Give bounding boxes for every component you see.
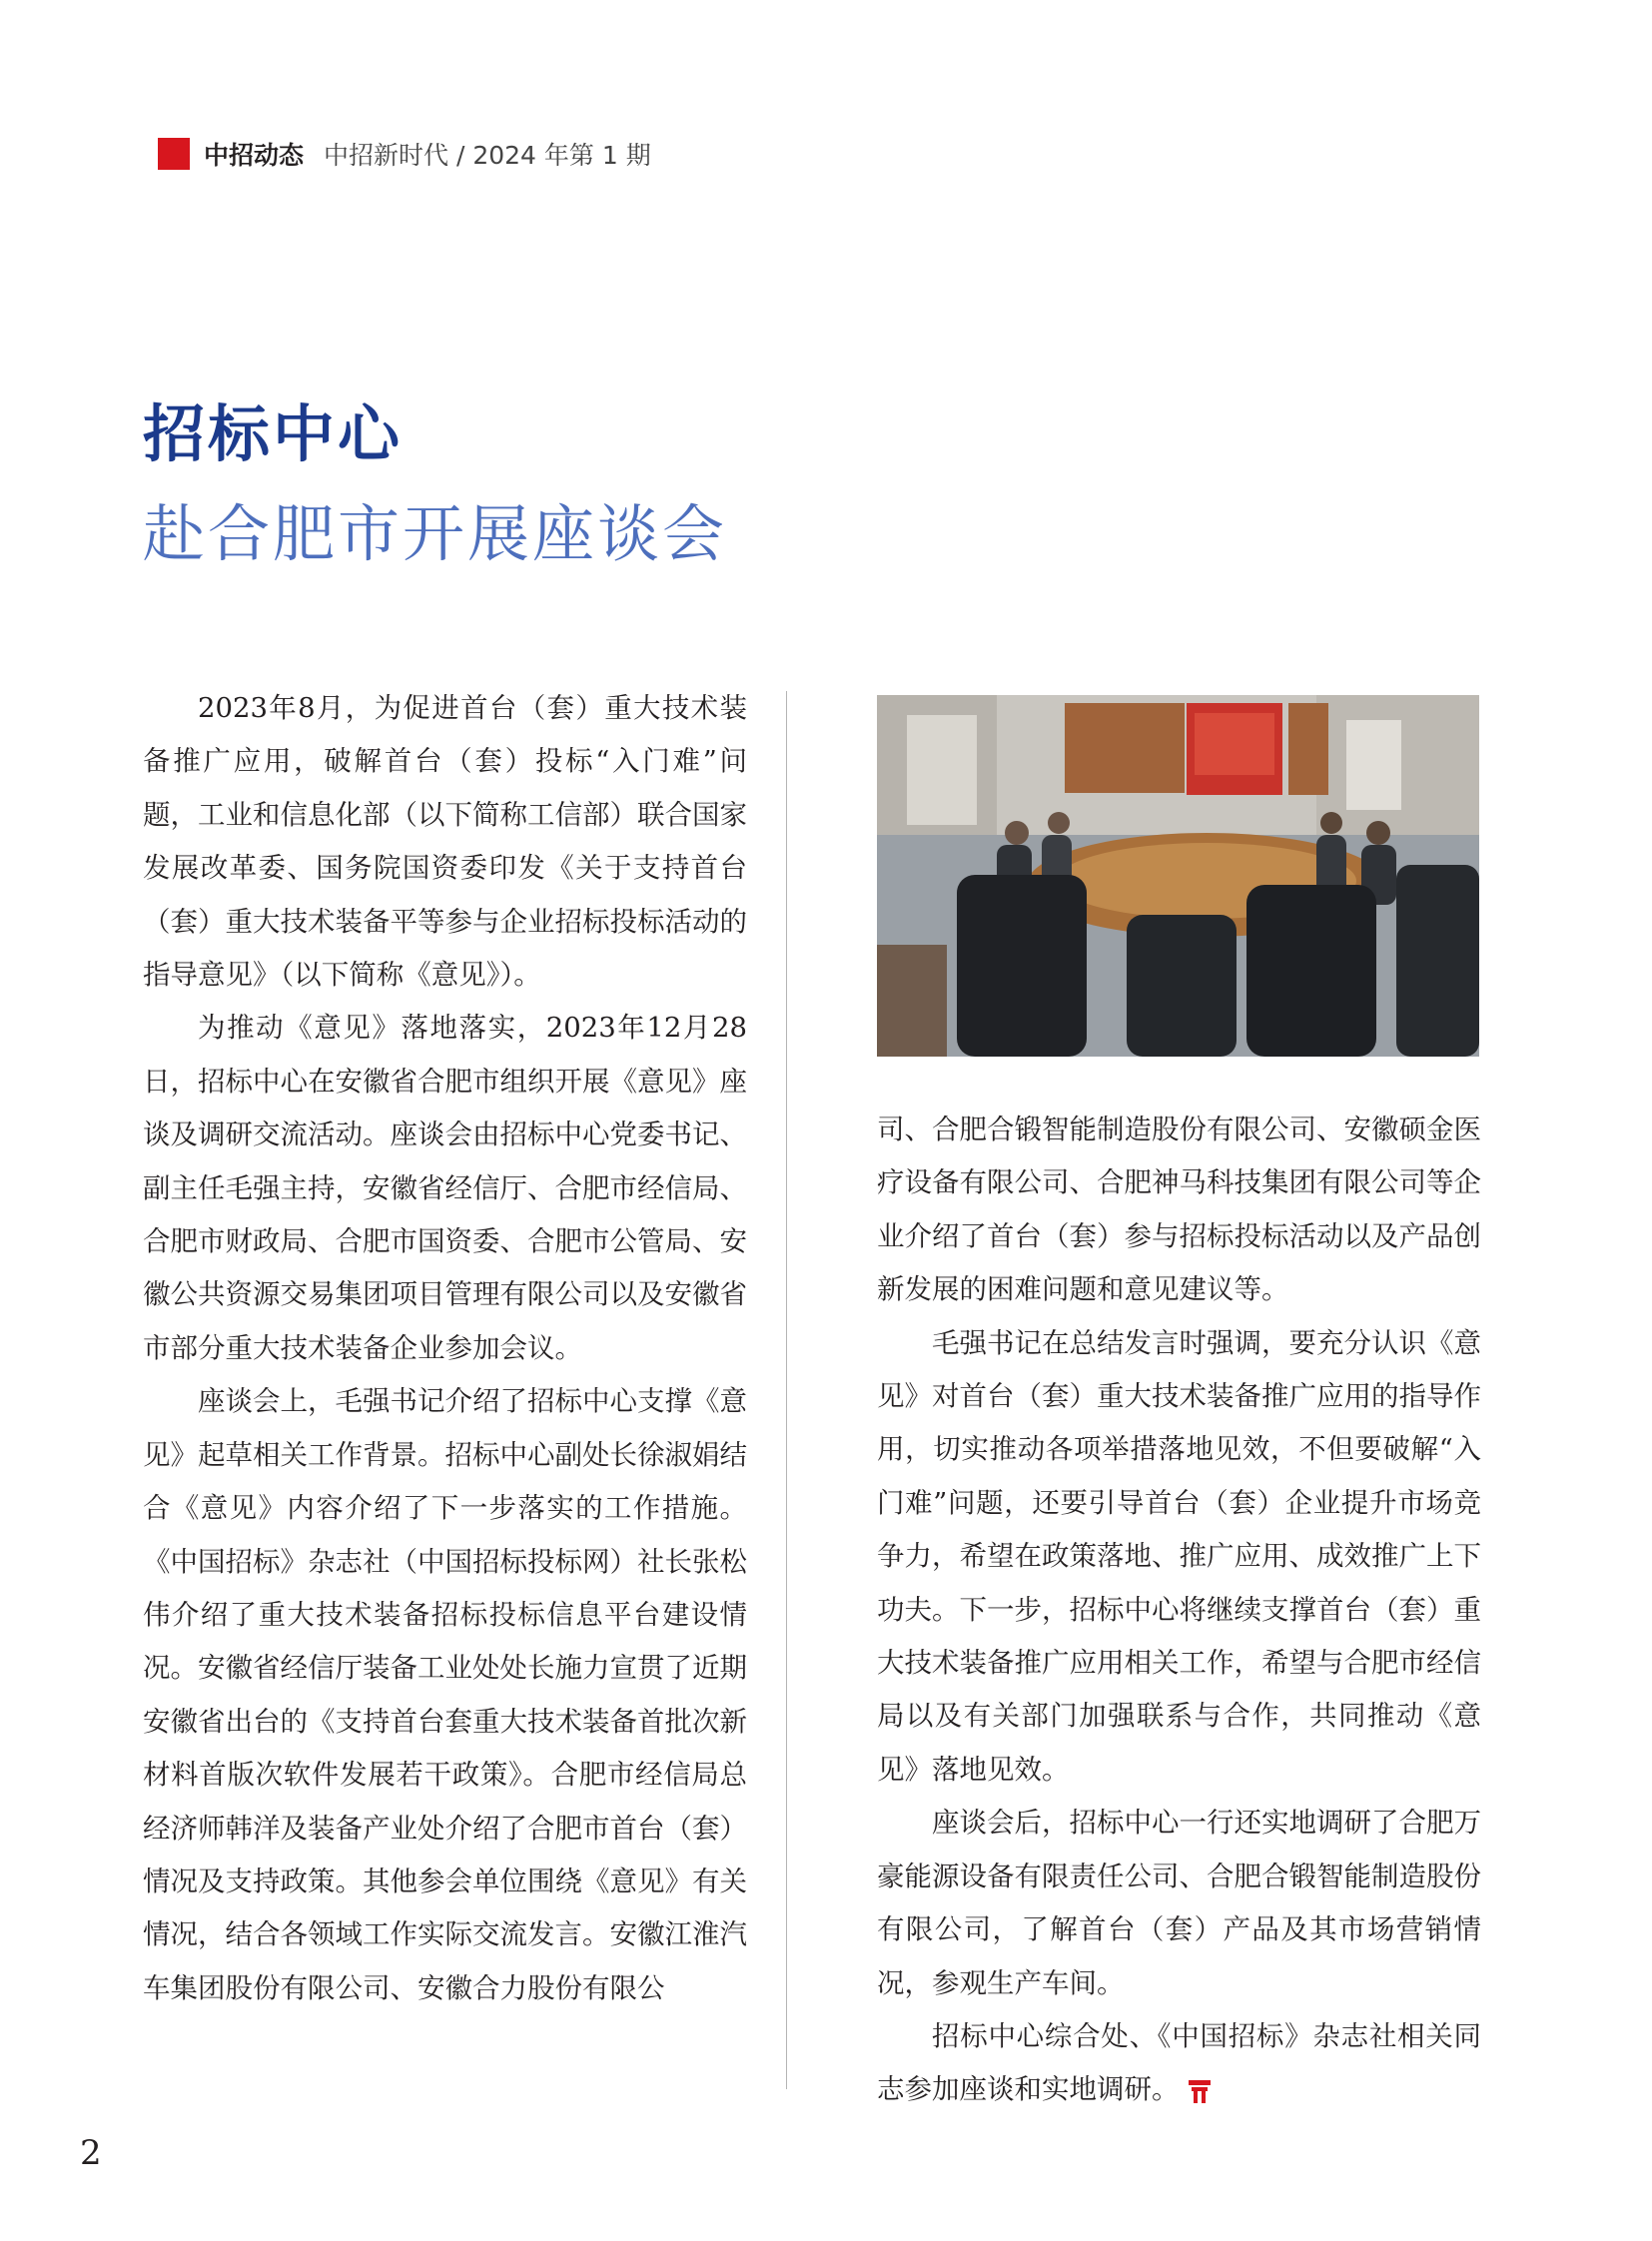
paragraph: 为推动《意见》落地落实，2023年12月28日，招标中心在安徽省合肥市组织开展《意见》座谈及调研交流活动。座谈会由招标中心党委书记、副主任毛强主持，安徽省经信厅、合肥市经信局、合肥市财政局、合肥市国资委、合肥市公管局、安徽公共资源交易集团项目管理有限公司以及安徽省市部分重大技术装备企业参加会议。 <box>143 1012 747 1364</box>
article-subtitle: 赴合肥市开展座谈会 <box>143 497 728 570</box>
end-logo-icon <box>1186 2077 1214 2105</box>
paragraph: 2023年8月，为促进首台（套）重大技术装备推广应用，破解首台（套）投标“入门难”问题，工业和信息化部（以下简称工信部）联合国家发展改革委、国务院国资委印发《关于支持首台（套）重大技术装备平等参与企业招标投标活动的指导意见》（以下简称《意见》）。 <box>143 692 747 992</box>
section-marker-block <box>158 138 190 170</box>
paragraph: 座谈会后，招标中心一行还实地调研了合肥万豪能源设备有限责任公司、合肥合锻智能制造股份有限公司，了解首台（套）产品及其市场营销情况，参观生产车间。 <box>877 1807 1481 1999</box>
left-column <box>143 682 747 2015</box>
article-title: 招标中心 <box>143 397 404 470</box>
issue-info: 中招新时代 / 2024 年第 1 期 <box>324 141 651 170</box>
page-header <box>158 137 651 171</box>
column-divider <box>786 691 787 2089</box>
right-column <box>877 1104 1481 2117</box>
paragraph-continuation: 司、合肥合锻智能制造股份有限公司、安徽硕金医疗设备有限公司、合肥神马科技集团有限公司等企业介绍了首台（套）参与招标投标活动以及产品创新发展的困难问题和意见建议等。 <box>877 1114 1481 1306</box>
paragraph-text: 招标中心综合处、《中国招标》杂志社相关同志参加座谈和实地调研。 <box>877 2019 1481 2106</box>
paragraph: 座谈会上，毛强书记介绍了招标中心支撑《意见》起草相关工作背景。招标中心副处长徐淑娟结合《意见》内容介绍了下一步落实的工作措施。《中国招标》杂志社（中国招标投标网）社长张松伟介绍了重大技术装备招标投标信息平台建设情况。安徽省经信厅装备工业处处长施力宣贯了近期安徽省出台的《支持首台套重大技术装备首批次新材料首版次软件发展若干政策》。合肥市经信局总经济师韩洋及装备产业处介绍了合肥市首台（套）情况及支持政策。其他参会单位围绕《意见》有关情况，结合各领域工作实际交流发言。安徽江淮汽车集团股份有限公司、安徽合力股份有限公 <box>143 1385 747 2004</box>
paragraph: 毛强书记在总结发言时强调，要充分认识《意见》对首台（套）重大技术装备推广应用的指导作用，切实推动各项举措落地见效，不但要破解“入门难”问题，还要引导首台（套）企业提升市场竞争力，希望在政策落地、推广应用、成效推广上下功夫。下一步，招标中心将继续支撑首台（套）重大技术装备推广应用相关工作，希望与合肥市经信局以及有关部门加强联系与合作，共同推动《意见》落地见效。 <box>877 1326 1481 1786</box>
paragraph-last <box>877 2010 1481 2117</box>
meeting-photo <box>877 695 1479 1057</box>
section-name: 中招动态 <box>204 141 305 170</box>
page-number: 2 <box>80 2133 102 2173</box>
